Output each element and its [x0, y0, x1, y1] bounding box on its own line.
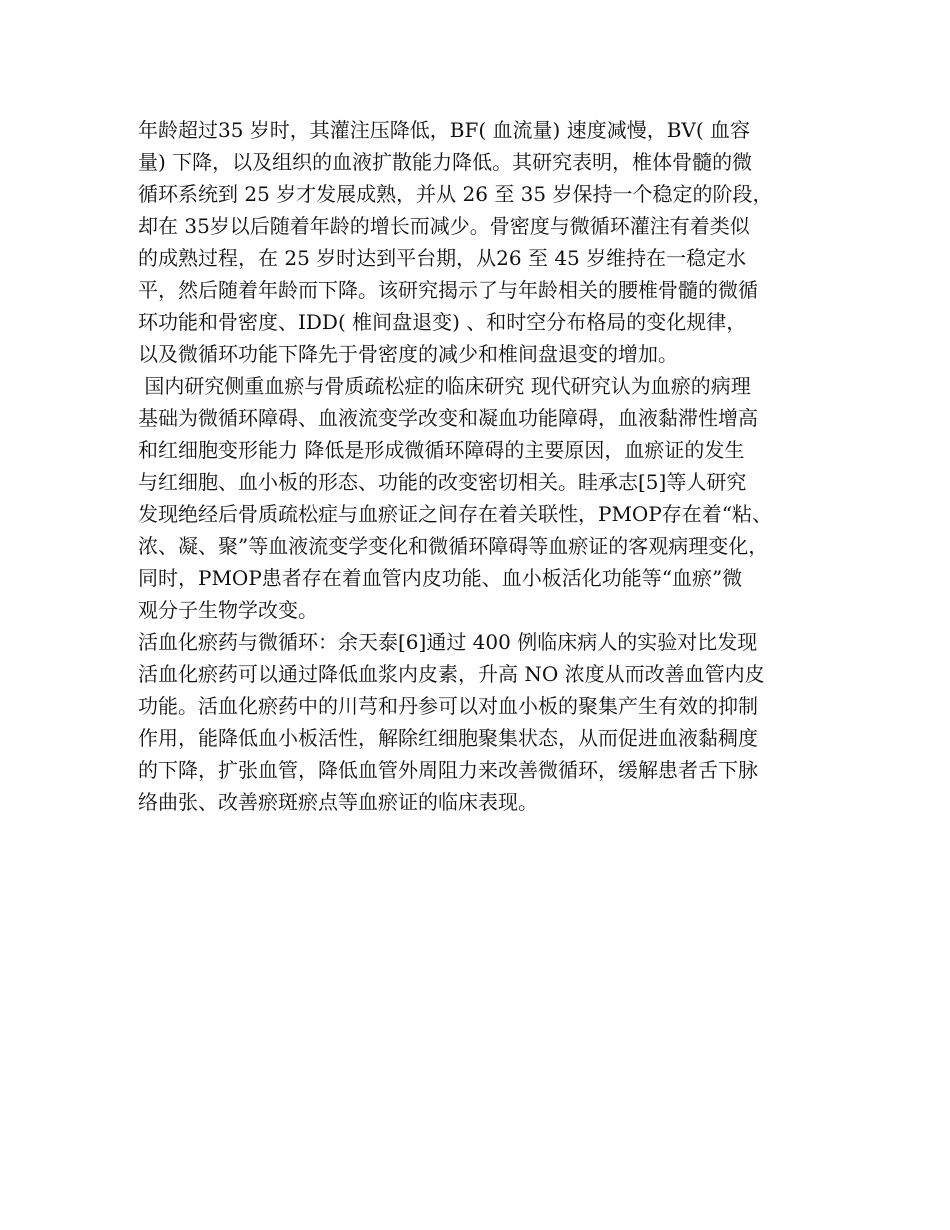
text-line: 与红细胞、血小板的形态、功能的改变密切相关。眭承志[5]等人研究 — [138, 470, 747, 494]
text-line: 和红细胞变形能力 降低是形成微循环障碍的主要原因，血瘀证的发生 — [138, 438, 745, 462]
text-line: 环功能和骨密度、IDD( 椎间盘退变) 、和时空分布格局的变化规律， — [138, 310, 747, 334]
text-line: 发现绝经后骨质疏松症与血瘀证之间存在着关联性，PMOP存在着“粘、 — [138, 502, 773, 526]
body-text — [138, 114, 828, 818]
text-line: 活血化瘀药与微循环：余天泰[6]通过 400 例临床病人的实验对比发现 — [138, 630, 758, 654]
text-line: 络曲张、改善瘀斑瘀点等血瘀证的临床表现。 — [138, 790, 538, 814]
text-line: 年龄超过35 岁时，其灌注压降低，BF( 血流量) 速度减慢，BV( 血容 — [138, 118, 751, 142]
text-line: 国内研究侧重血瘀与骨质疏松症的临床研究 现代研究认为血瘀的病理 — [138, 374, 751, 398]
text-line: 的下降，扩张血管，降低血管外周阻力来改善微循环，缓解患者舌下脉 — [138, 758, 758, 782]
text-line: 却在 35岁以后随着年龄的增长而减少。骨密度与微循环灌注有着类似 — [138, 214, 750, 238]
text-line: 循环系统到 25 岁才发展成熟，并从 26 至 35 岁保持一个稳定的阶段， — [138, 182, 773, 206]
text-line: 同时，PMOP患者存在着血管内皮功能、血小板活化功能等“血瘀”微 — [138, 566, 743, 590]
text-line: 以及微循环功能下降先于骨密度的减少和椎间盘退变的增加。 — [138, 342, 678, 366]
text-line: 活血化瘀药可以通过降低血浆内皮素，升高 NO 浓度从而改善血管内皮 — [138, 662, 765, 686]
text-line: 浓、凝、聚”等血液流变学变化和微循环障碍等血瘀证的客观病理变化， — [138, 534, 769, 558]
text-line: 作用，能降低血小板活性，解除红细胞聚集状态，从而促进血液黏稠度 — [138, 726, 758, 750]
text-line: 量) 下降，以及组织的血液扩散能力降低。其研究表明，椎体骨髓的微 — [138, 150, 753, 174]
text-line: 的成熟过程，在 25 岁时达到平台期，从26 至 45 岁维持在一稳定水 — [138, 246, 747, 270]
text-line: 基础为微循环障碍、血液流变学改变和凝血功能障碍，血液黏滞性增高 — [138, 406, 758, 430]
text-line: 平，然后随着年龄而下降。该研究揭示了与年龄相关的腰椎骨髓的微循 — [138, 278, 758, 302]
text-line: 功能。活血化瘀药中的川芎和丹参可以对血小板的聚集产生有效的抑制 — [138, 694, 758, 718]
text-line: 观分子生物学改变。 — [138, 598, 318, 622]
